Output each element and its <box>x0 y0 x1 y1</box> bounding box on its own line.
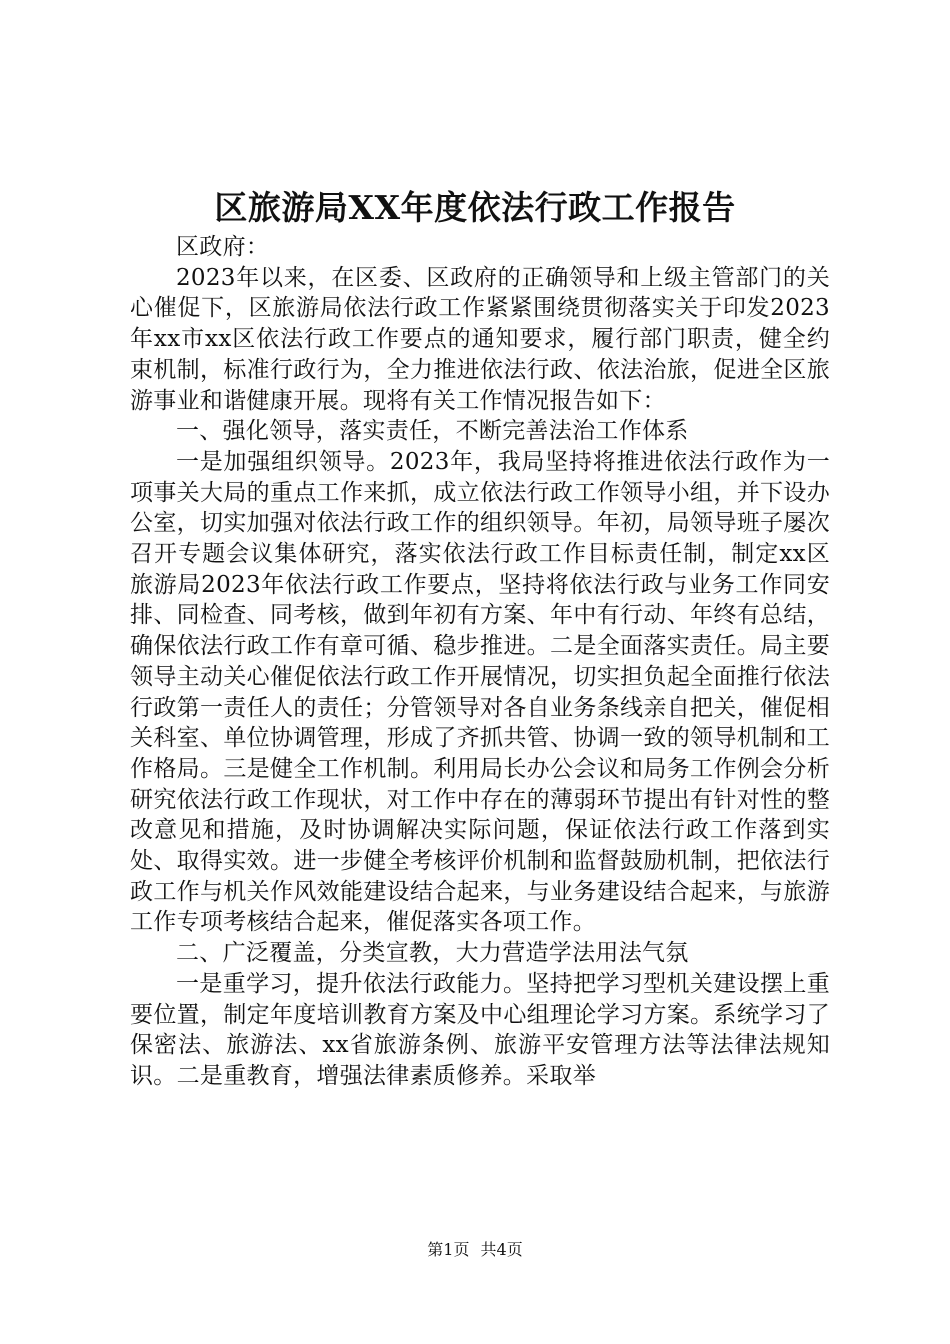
page-footer <box>0 1240 950 1260</box>
document-title: 区旅游局XX年度依法行政工作报告 <box>214 188 736 227</box>
intro-paragraph: 2023年以来，在区委、区政府的正确领导和上级主管部门的关心催促下，区旅游局依法行政工作紧紧围绕贯彻落实关于印发2023年xx市xx区依法行政工作要点的通知要求，履行部门职责，健全约束机制，标准行政行为，全力推进依法行政、依法治旅，促进全区旅游事业和谐健康开展。现将有关工作情况报告如下： <box>130 264 830 414</box>
section-heading-1: 一、强化领导，落实责任，不断完善法治工作体系 <box>176 418 689 445</box>
page-total: 共4页 <box>480 1240 523 1259</box>
salutation: 区政府： <box>176 234 270 260</box>
section-1-paragraph: 一是加强组织领导。2023年，我局坚持将推进依法行政作为一项事关大局的重点工作来抓，成立依法行政工作领导小组，并下设办公室，切实加强对依法行政工作的组织领导。年初，局领导班子屡次召开专题会议集体研究，落实依法行政工作目标责任制，制定xx区旅游局2023年依法行政工作要点，坚持将依法行政与业务工作同安排、同检查、同考核，做到年初有方案、年中有行动、年终有总结，确保依法行政工作有章可循、稳步推进。二是全面落实责任。局主要领导主动关心催促依法行政工作开展情况，切实担负起全面推行依法行政第一责任人的责任；分管领导对各自业务条线亲自把关，催促相关科室、单位协调管理，形成了齐抓共管、协调一致的领导机制和工作格局。三是健全工作机制。利用局长办公会议和局务工作例会分析研究依法行政工作现状，对工作中存在的薄弱环节提出有针对性的整改意见和措施，及时协调解决实际问题，保证依法行政工作落到实处、取得实效。进一步健全考核评价机制和监督鼓励机制，把依法行政工作与机关作风效能建设结合起来，与业务建设结合起来，与旅游工作专项考核结合起来，催促落实各项工作。 <box>130 448 830 936</box>
page-number: 第1页 <box>427 1240 470 1259</box>
section-2-paragraph: 一是重学习，提升依法行政能力。坚持把学习型机关建设摆上重要位置，制定年度培训教育方案及中心组理论学习方案。系统学习了保密法、旅游法、xx省旅游条例、旅游平安管理方法等法律法规知识。二是重教育，增强法律素质修养。采取举 <box>130 970 830 1089</box>
section-heading-2: 二、广泛覆盖，分类宣教，大力营造学法用法气氛 <box>176 940 689 967</box>
document-body <box>130 232 830 1092</box>
